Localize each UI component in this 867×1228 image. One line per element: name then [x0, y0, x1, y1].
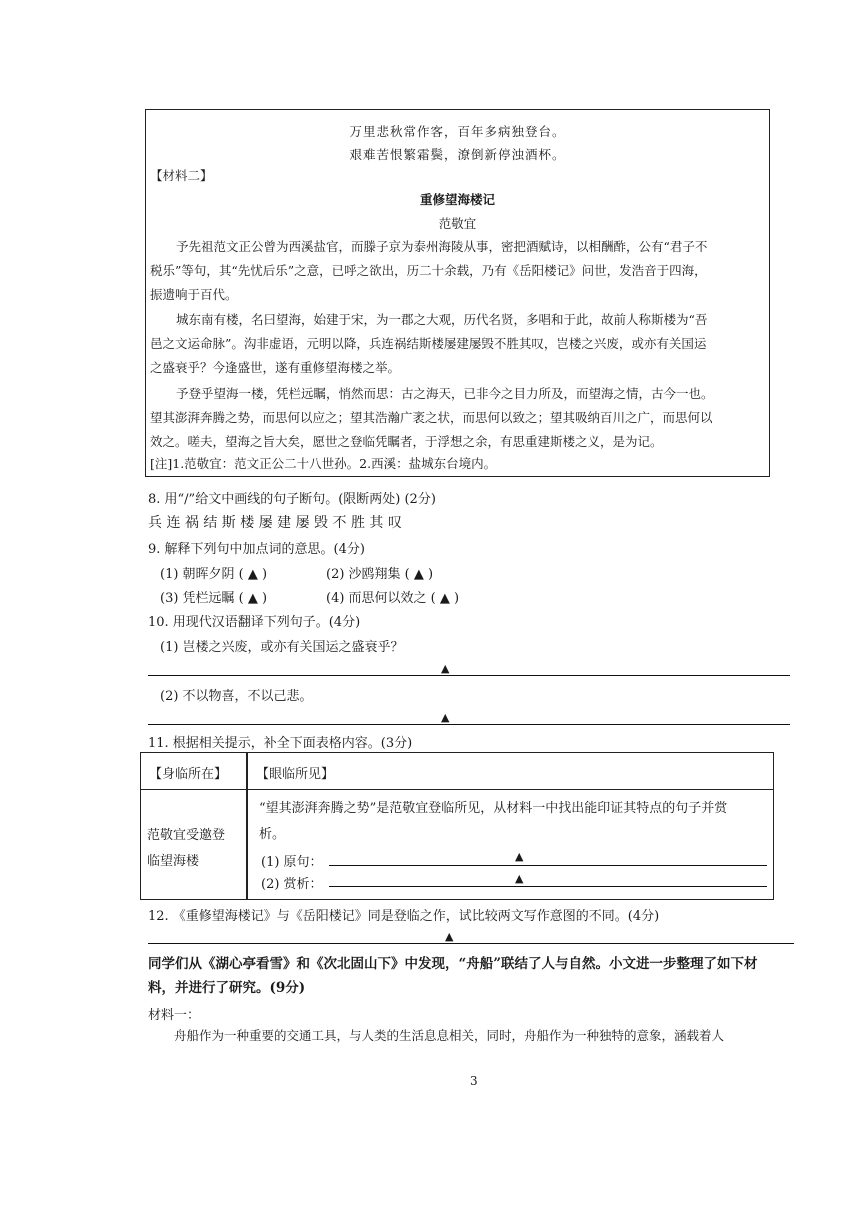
sub2-label: (2) 赏析：	[261, 877, 323, 892]
answer-mark: ▲	[441, 662, 450, 675]
para2-line3: 之盛衰乎？今逢盛世，遂有重修望海楼之举。	[150, 360, 401, 375]
answer-line-11-1[interactable]	[329, 865, 767, 866]
q11-table	[140, 752, 774, 900]
answer-line-10-2[interactable]	[148, 724, 790, 725]
essay-title: 重修望海楼记	[419, 192, 495, 207]
para2-line2: 邑之文运命脉”。沟非虚语，元明以降，兵连祸结斯楼屡建屡毁不胜其叹，岂楼之兴废，或亦有关国运	[150, 336, 707, 351]
q10-prompt: 10. 用现代汉语翻译下列句子。(4分)	[148, 615, 361, 630]
material1-label: 材料一：	[148, 1008, 201, 1023]
answer-mark: ▲	[515, 872, 524, 885]
section-intro-line1: 同学们从《湖心亭看雪》和《次北固山下》中发现，“舟船”联结了人与自然。小文进一步整理了如下材	[148, 956, 758, 972]
para2-line1: 城东南有楼，名曰望海，始建于宋，为一郡之大观，历代名贤，多唱和于此，故前人称斯楼为“吾	[176, 312, 708, 327]
table-header-row	[141, 753, 773, 790]
answer-mark: ▲	[441, 711, 450, 724]
answer-mark: ▲	[515, 850, 524, 863]
poem-line-2: 艰难苦恨繁霜鬓，潦倒新停浊酒杯。	[349, 147, 566, 162]
material-label: 【材料二】	[150, 168, 213, 183]
answer-mark: ▲	[445, 930, 454, 943]
col2-text-line1: “望其澎湃奔腾之势”是范敬宜登临所见，从材料一中找出能印证其特点的句子并赏	[259, 801, 728, 816]
q9-item-2: (2) 沙鸥翔集 ( ▲ )	[326, 567, 434, 582]
para3-line2: 望其澎湃奔腾之势，而思何以应之；望其浩瀚广袤之状，而思何以致之；望其吸纳百川之广，而思何以	[150, 410, 713, 425]
page-number: 3	[470, 1074, 478, 1088]
note: [注]1.范敬宜：范文正公二十八世孙。2.西溪：盐城东台境内。	[150, 456, 497, 471]
q10-item-2: (2) 不以物喜，不以己悲。	[160, 689, 313, 704]
q11-prompt: 11. 根据相关提示，补全下面表格内容。(3分)	[148, 736, 413, 751]
q8-sentence: 兵 连 祸 结 斯 楼 屡 建 屡 毁 不 胜 其 叹	[148, 515, 402, 531]
para1-line3: 振遗响于百代。	[150, 287, 238, 302]
q12-prompt: 12. 《重修望海楼记》与《岳阳楼记》同是登临之作，试比较两文写作意图的不同。(4分)	[148, 909, 660, 924]
table-divider	[246, 753, 248, 899]
col1-cell-line2: 临望海楼	[147, 854, 200, 869]
col2-text-line2: 析。	[259, 827, 286, 842]
material1-text: 舟船作为一种重要的交通工具，与人类的生活息息相关，同时，舟船作为一种独特的意象，涵载着人	[174, 1028, 725, 1043]
essay-author: 范敬宜	[438, 216, 477, 231]
answer-line-11-2[interactable]	[329, 886, 767, 887]
para3-line3: 效之。嗟夫，望海之旨大矣，愿世之登临凭瞩者，于浮想之余，有思重建斯楼之义，是为记。	[150, 434, 663, 449]
sub1-label: (1) 原句：	[261, 855, 323, 870]
q9-prompt: 9. 解释下列句中加点词的意思。(4分)	[148, 542, 365, 557]
para1-line1: 予先祖范文正公曾为西溪盐官，而滕子京为泰州海陵从事，密把酒赋诗，以相酬酢，公有“君子不	[176, 239, 708, 254]
q9-item-4: (4) 而思何以效之 ( ▲ )	[326, 591, 460, 606]
para3-line1: 予登乎望海一楼，凭栏远瞩，悄然而思：古之海天，已非今之目力所及，而望海之情，古今一也。	[176, 386, 714, 401]
q9-item-3: (3) 凭栏远瞩 ( ▲ )	[160, 591, 268, 606]
answer-line-10-1[interactable]	[148, 675, 790, 676]
material-box	[145, 109, 770, 477]
col1-cell	[147, 823, 225, 875]
para1-line2: 税乐”等句，其“先忧后乐”之意，已呼之欲出，历二十余载，乃有《岳阳楼记》问世，发浩音于四海，	[150, 263, 707, 278]
q8-prompt: 8. 用“/”给文中画线的句子断句。(限断两处) (2分)	[148, 492, 436, 507]
col2-header: 【眼临所见】	[256, 767, 335, 782]
q10-item-1: (1) 岂楼之兴废，或亦有关国运之盛衰乎？	[160, 640, 404, 655]
q9-item-1: (1) 朝晖夕阴 ( ▲ )	[160, 567, 268, 582]
poem-line-1: 万里悲秋常作客，百年多病独登台。	[349, 124, 566, 139]
section-intro-line2: 料，并进行了研究。(9分)	[148, 980, 306, 996]
col1-cell-line1: 范敬宜受邀登	[147, 828, 226, 843]
col1-header: 【身临所在】	[149, 767, 228, 782]
answer-line-12[interactable]	[148, 943, 794, 944]
